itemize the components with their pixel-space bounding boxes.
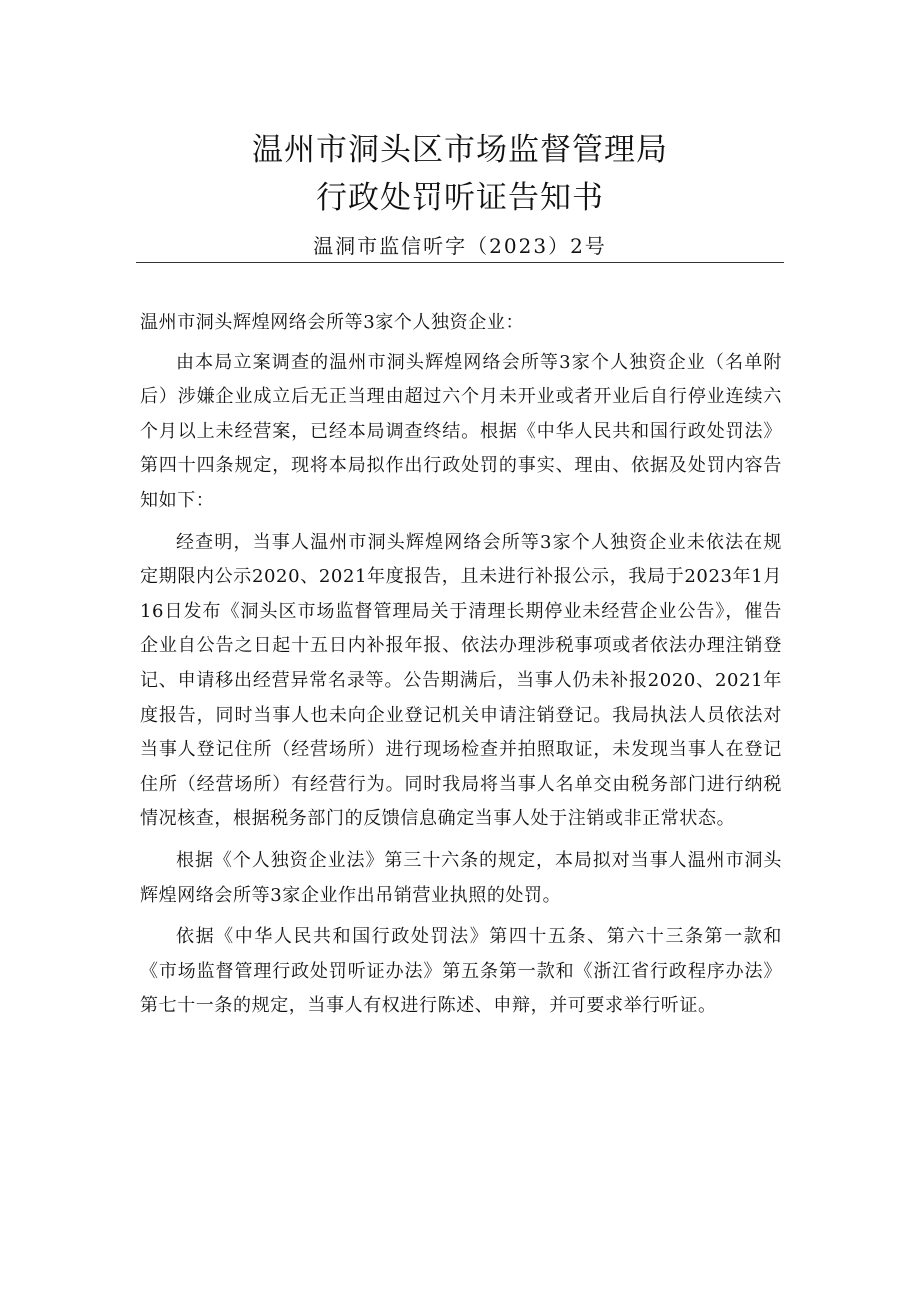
paragraph-proposed-penalty: 根据《个人独资企业法》第三十六条的规定，本局拟对当事人温州市洞头辉煌网络会所等3家企业作出吊销营业执照的处罚。 [140, 849, 782, 906]
document-number: 温洞市监信听字（2023）2号 [313, 234, 607, 258]
document-title-agency: 温州市洞头区市场监督管理局 [252, 132, 668, 168]
paragraph-case-intro: 由本局立案调查的温州市洞头辉煌网络会所等3家个人独资企业（名单附后）涉嫌企业成立后无正当理由超过六个月未开业或者开业后自行停业连续六个月以上未经营案，已经本局调查终结。根据《中华人民共和国行政处罚法》第四十四条规定，现将本局拟作出行政处罚的事实、理由、依据及处罚内容告知如下： [140, 351, 782, 511]
document-title-type: 行政处罚听证告知书 [316, 180, 604, 216]
paragraph-hearing-rights: 依据《中华人民共和国行政处罚法》第四十五条、第六十三条第一款和《市场监督管理行政处罚听证办法》第五条第一款和《浙江省行政程序办法》第七十一条的规定，当事人有权进行陈述、申辩，并可要求举行听证。 [140, 926, 782, 1017]
salutation: 温州市洞头辉煌网络会所等3家个人独资企业： [140, 312, 525, 333]
paragraph-facts: 经查明，当事人温州市洞头辉煌网络会所等3家个人独资企业未依法在规定期限内公示2020、2021年度报告，且未进行补报公示，我局于2023年1月16日发布《洞头区市场监督管理局关于清理长期停业未经营企业公告》，催告企业自公告之日起十五日内补报年报、依法办理涉税事项或者依法办理注销登记、申请移出经营异常名录等。公告期满后，当事人仍未补报2020、2021年度报告，同时当事人也未向企业登记机关申请注销登记。我局执法人员依法对当事人登记住所（经营场所）进行现场检查并拍照取证，未发现当事人在登记住所（经营场所）有经营行为。同时我局将当事人名单交由税务部门进行纳税情况核查，根据税务部门的反馈信息确定当事人处于注销或非正常状态。 [140, 531, 782, 830]
header-divider [136, 262, 784, 263]
document-body [140, 306, 782, 1031]
